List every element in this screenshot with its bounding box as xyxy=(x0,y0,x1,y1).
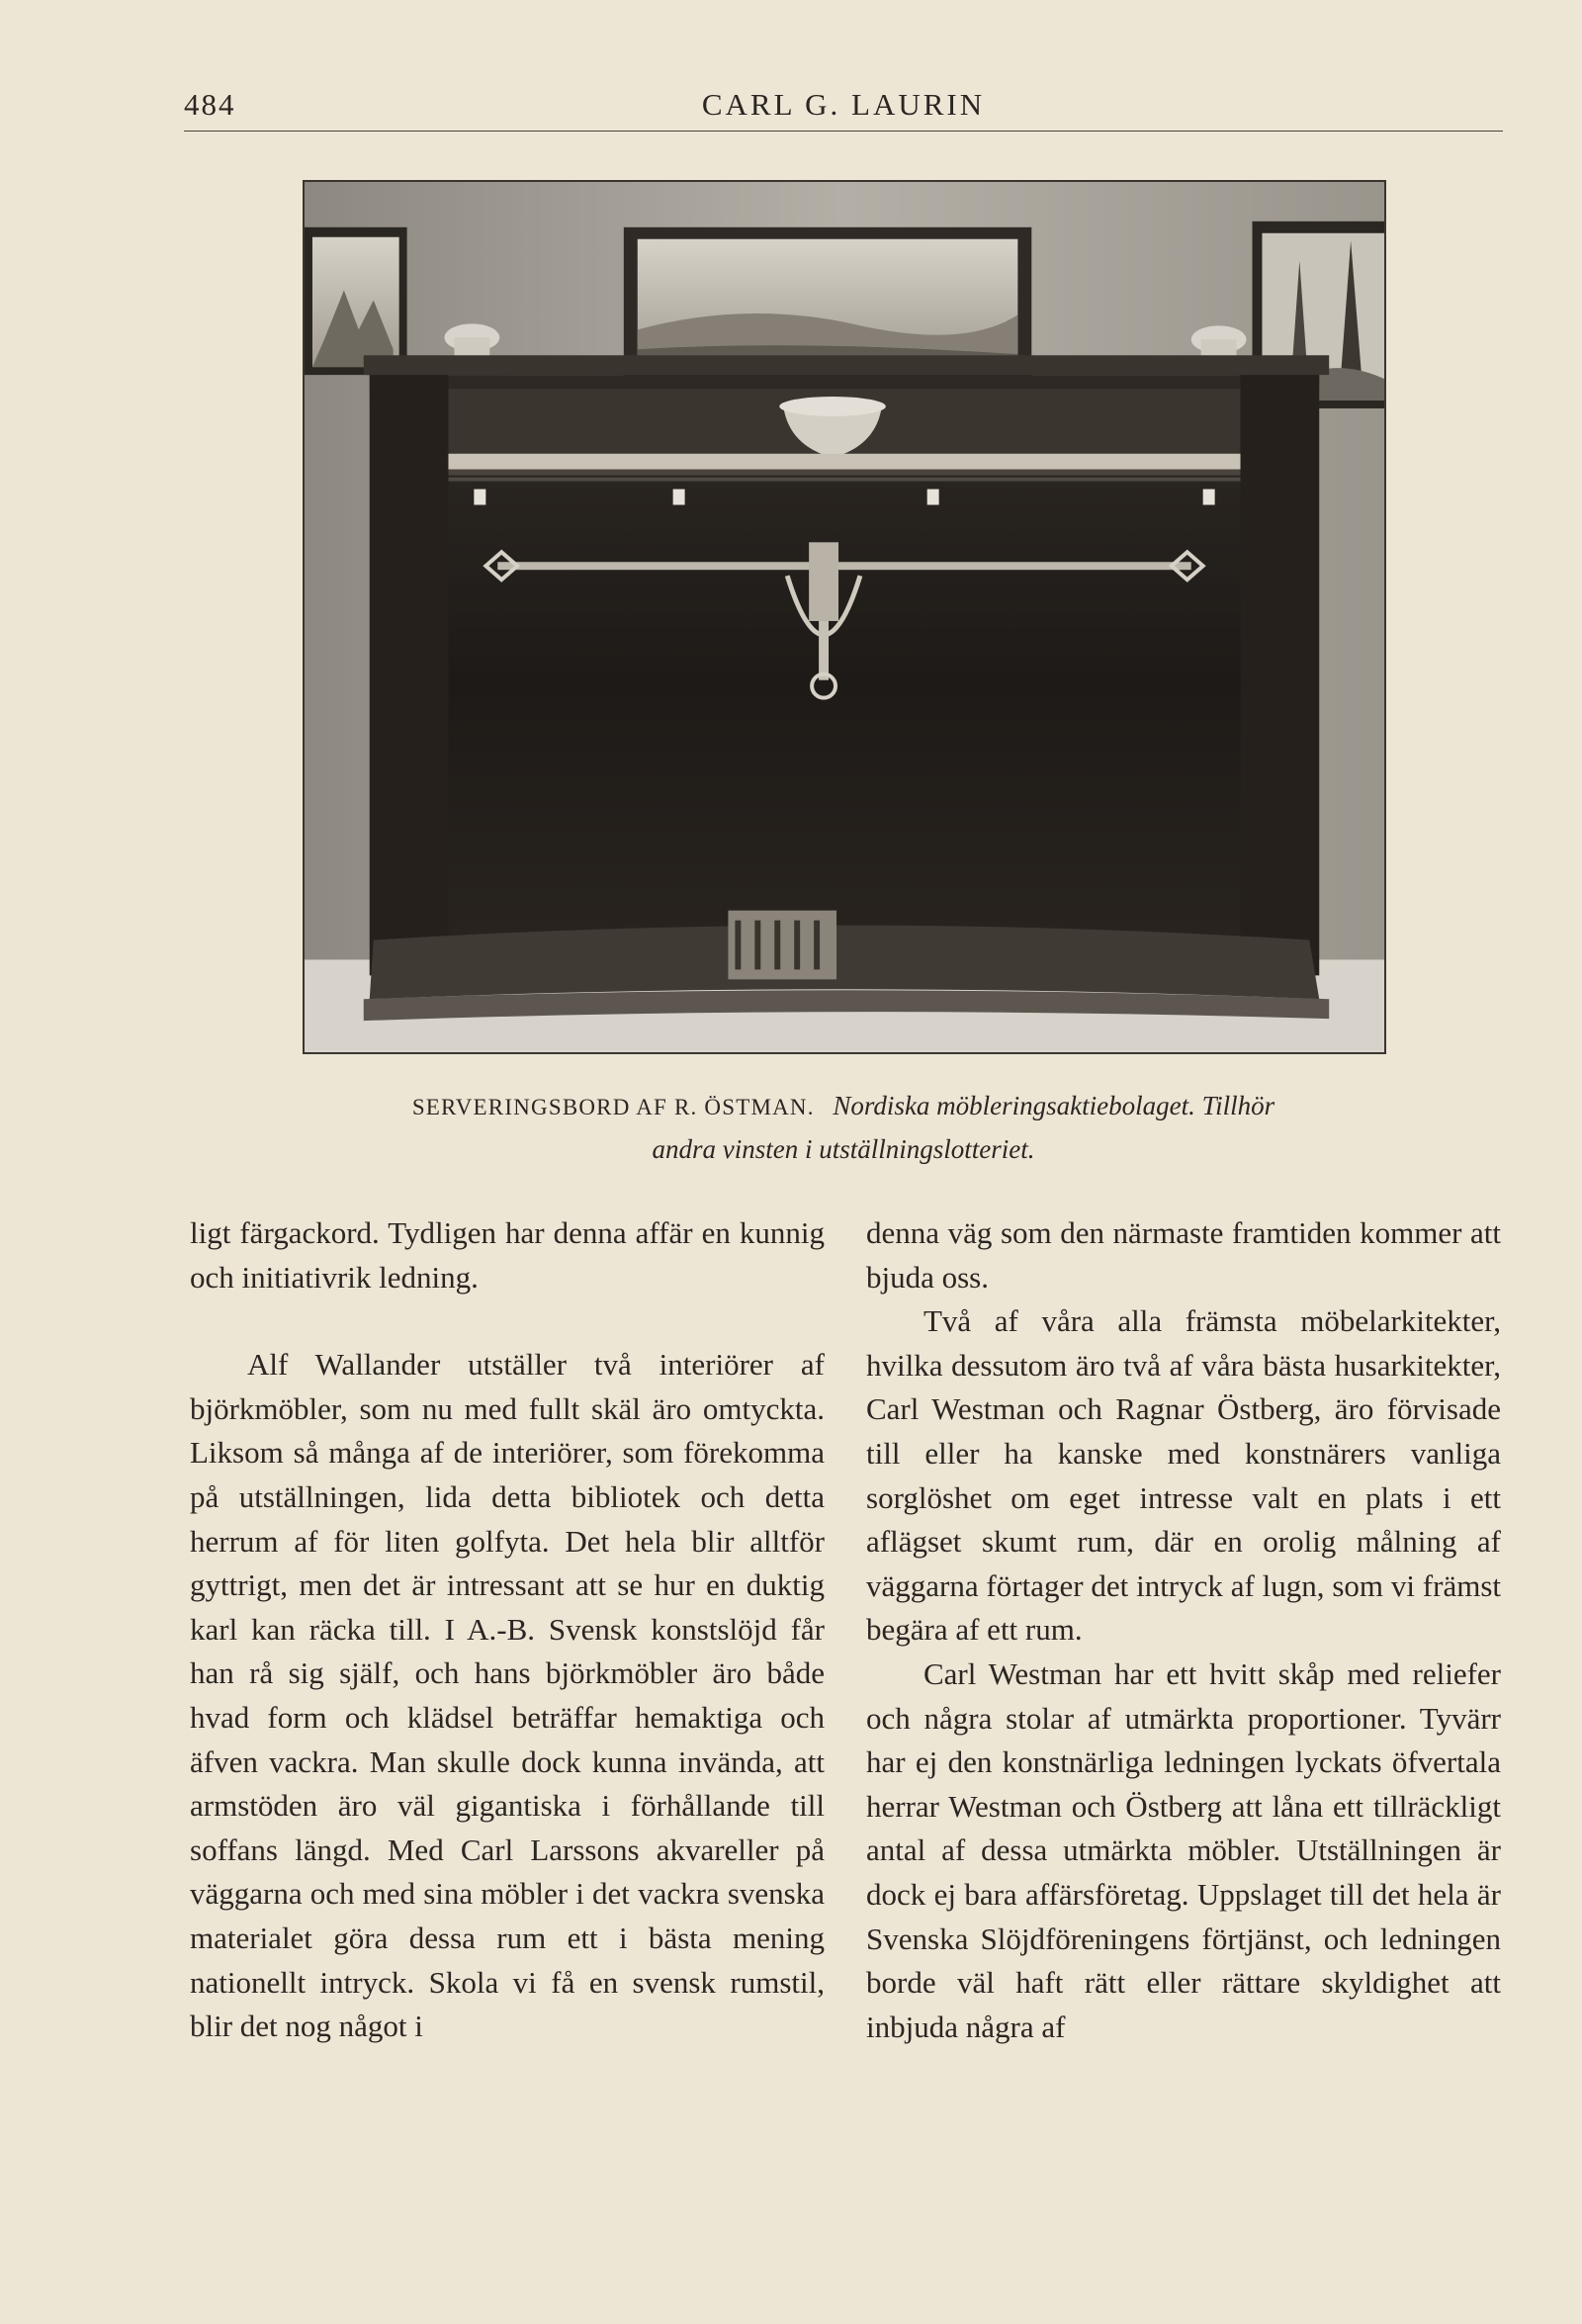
photo-mark: G.&E. xyxy=(1329,1026,1370,1043)
caption-line-2 xyxy=(184,1128,1503,1172)
page-number: 484 xyxy=(184,87,236,122)
paragraph: denna väg som den närmaste framtiden kommer att bjuda oss. xyxy=(866,1215,1501,1295)
paragraph: Alf Wallander utställer två interiörer af björkmöbler, som nu med fullt skäl äro omtyckta. Liksom så många af de interiörer, som förekomma på utställningen, lida detta bibliotek och detta herrum af för liten golfyta. Det hela blir alltför gyttrigt, men det är intressant att se hur en duktig karl kan räcka till. I A.-B. Svensk konstslöjd får han rå sig själf, och hans björkmöbler äro både hvad form och klädsel beträffar hemaktiga och äfven vackra. Man skulle dock kunna invända, att armstöden äro väl gigantiska i förhållande till soffans längd. Med Carl Larssons akvareller på väggarna och med sina möbler i det vackra svenska materialet göra dessa rum ett i bästa mening nationellt intryck. Skola vi få en svensk rumstil, blir det nog något i xyxy=(190,1347,825,2044)
caption-italic-2: andra vinsten i utställningslotteriet. xyxy=(652,1134,1035,1164)
photo-plate xyxy=(303,180,1386,1054)
left-painting xyxy=(305,227,407,375)
running-head xyxy=(184,87,1503,132)
paragraph: Två af våra alla främsta möbelarkitekter, hvilka dessutom äro två af våra bästa husarkitekter, Carl Westman och Ragnar Östberg, äro förvisade till eller ha kanske med konstnärers vanliga sorglöshet om eget intresse valt en plats i ett aflägset skumt rum, där en orolig målning af väggarna förtager det intryck af lugn, som vi främst begära af ett rum. xyxy=(866,1303,1501,1648)
sideboard xyxy=(364,323,1329,1021)
figure-caption xyxy=(184,1085,1503,1172)
text-column-right xyxy=(866,1211,1501,2049)
paragraph: ligt färgackord. Tydligen har denna affär en kunnig och initiativrik ledning. xyxy=(190,1215,825,1295)
text-column-left xyxy=(190,1211,825,2049)
caption-title: SERVERINGSBORD AF R. ÖSTMAN. xyxy=(411,1095,815,1119)
caption-line-1 xyxy=(184,1085,1503,1128)
running-title: CARL G. LAURIN xyxy=(701,87,986,122)
paragraph: Carl Westman har ett hvitt skåp med reliefer och några stolar af utmärkta proportioner. Tyvärr har ej den konstnärliga ledningen lyckats öfvertala herrar Westman och Östberg att låna ett tillräckligt antal af dessa utmärkta möbler. Utställningen är dock ej bara affärsföretag. Uppslaget till det hela är Svenska Slöjdföreningens förtjänst, och ledningen borde väl haft rätt eller rättare skyldighet att inbjuda några af xyxy=(866,1655,1501,2044)
sideboard-photo xyxy=(305,182,1384,1052)
caption-italic-1: Nordiska möbleringsaktiebolaget. Tillhör xyxy=(833,1091,1275,1120)
